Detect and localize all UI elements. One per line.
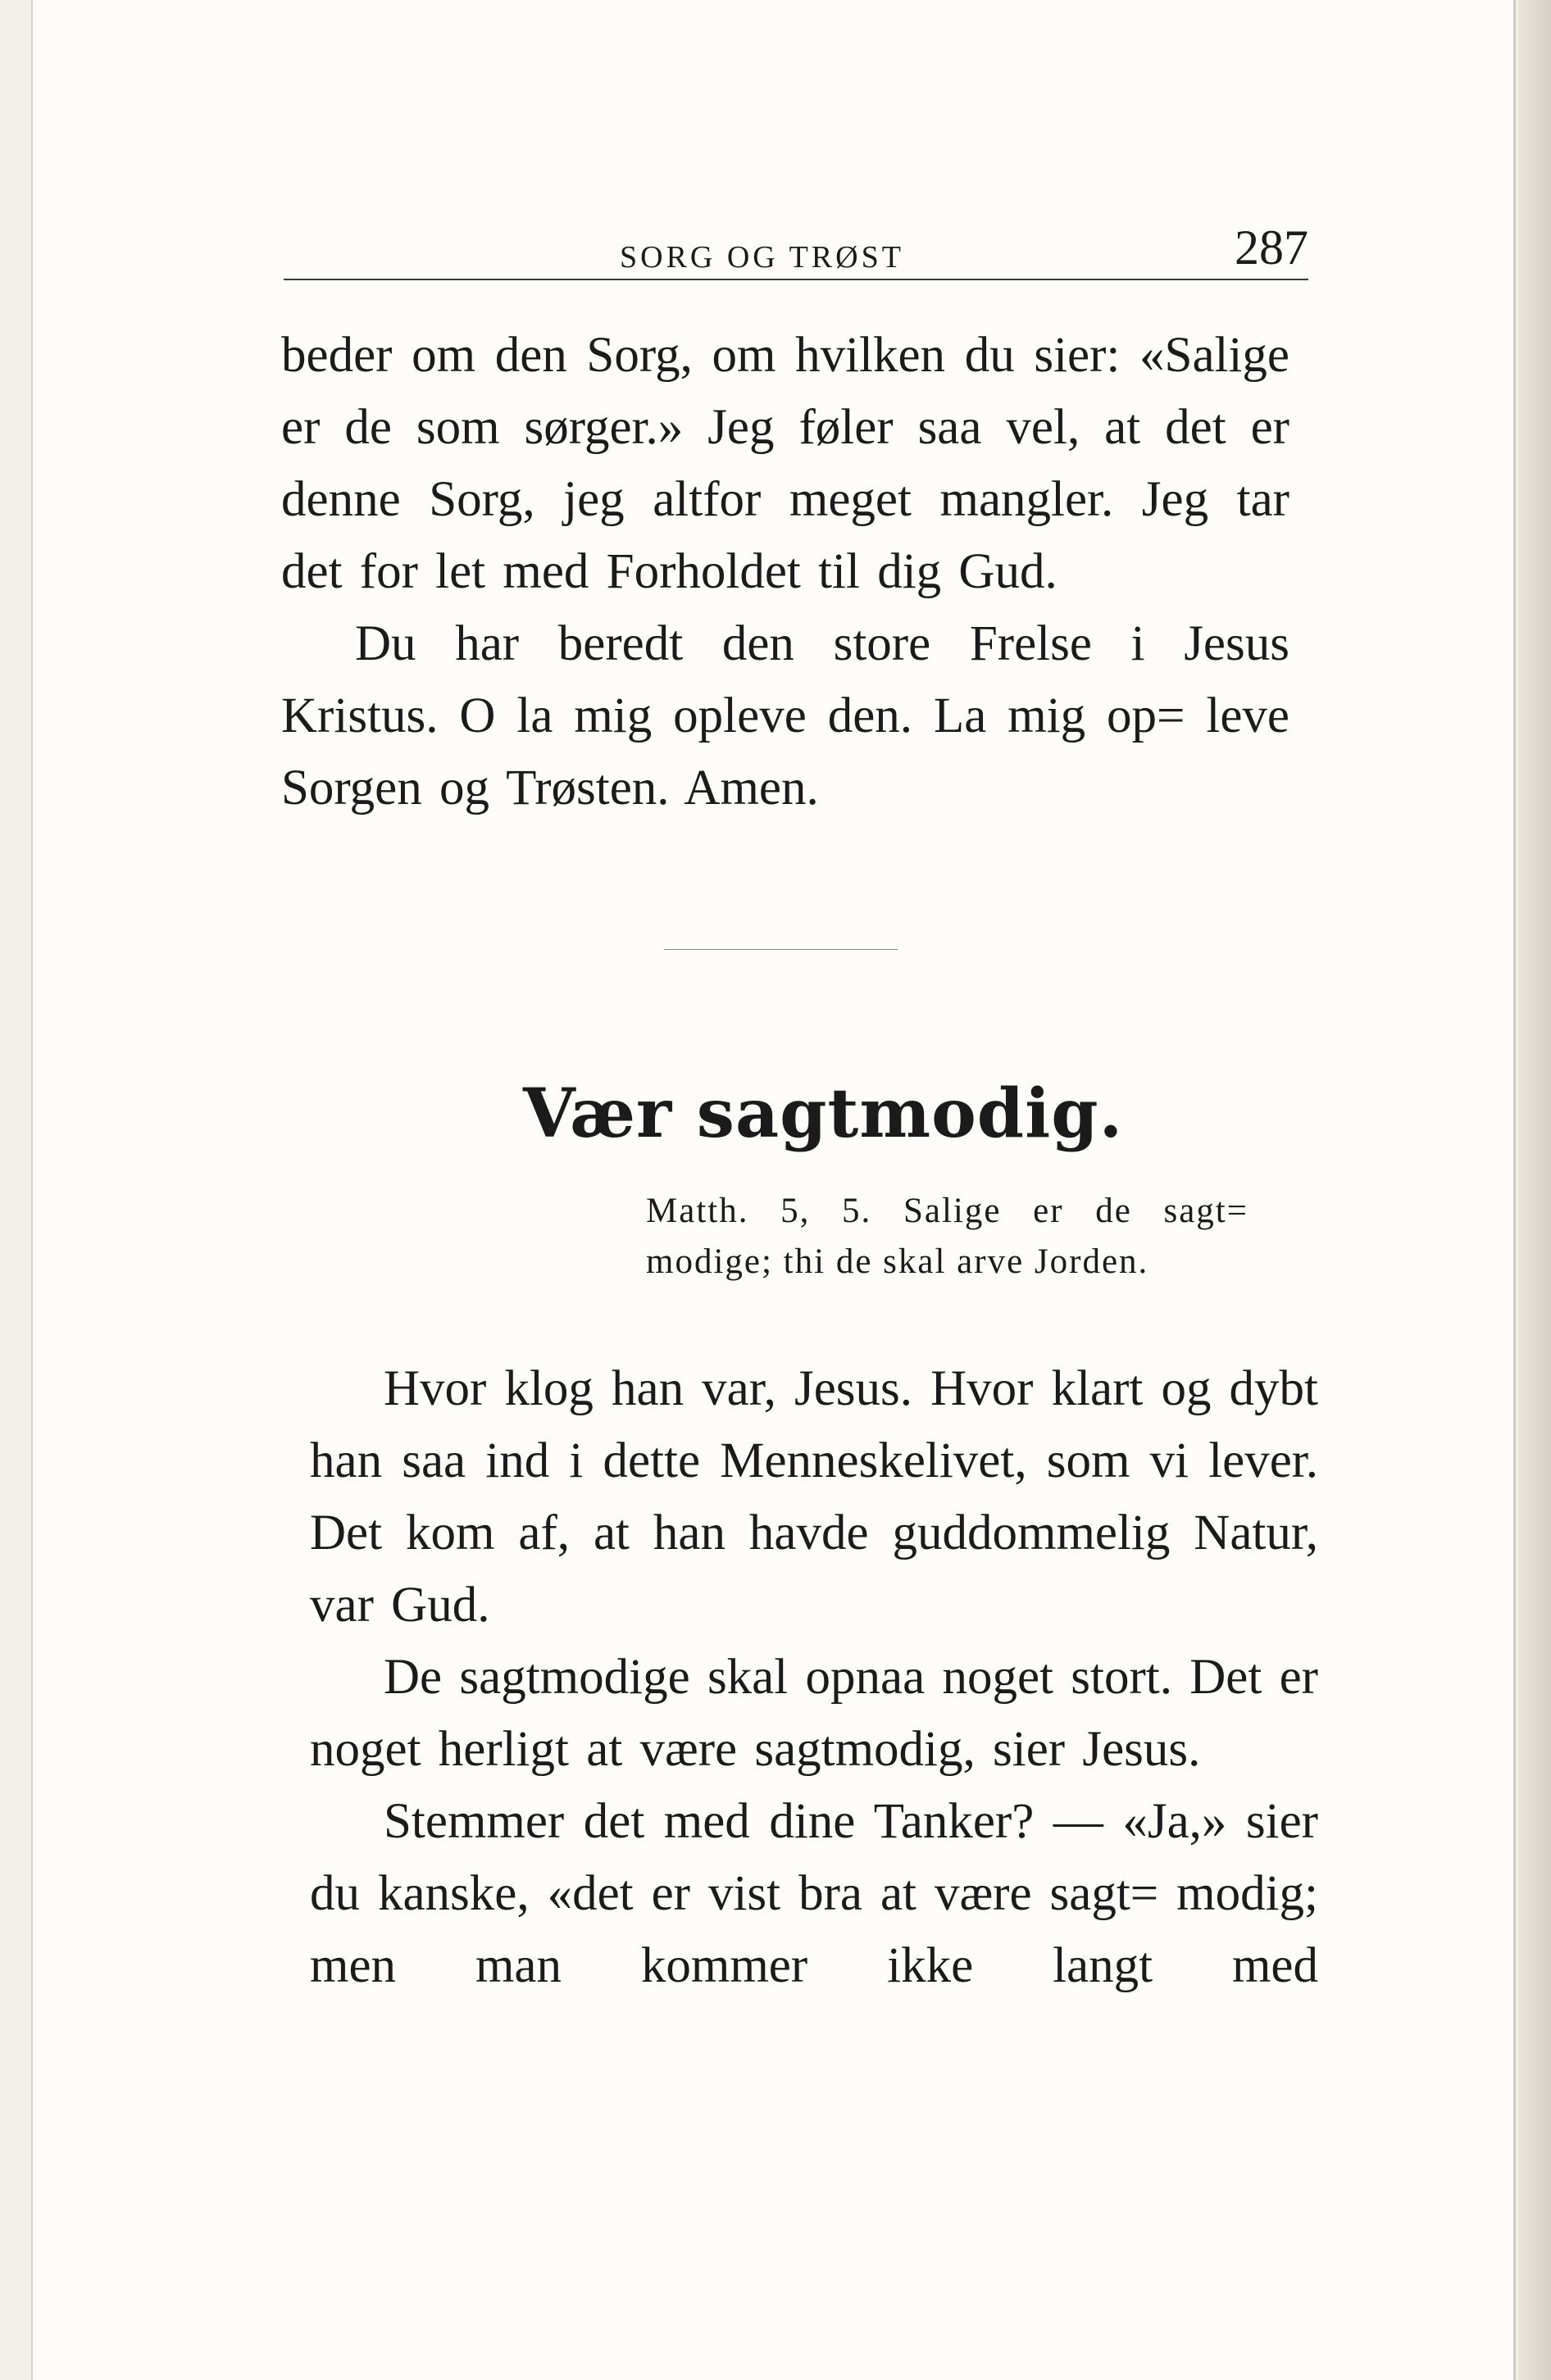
- scripture-epigraph-line-2: modige; thi de skal arve Jorden.: [646, 1242, 1149, 1281]
- book-page: [31, 0, 1516, 2380]
- prayer-paragraph-2: Du har beredt den store Frelse i Jesus Kristus. O la mig opleve den. La mig op= leve Sorgen og Trøsten. Amen.: [281, 616, 1289, 815]
- section-divider: [664, 949, 898, 950]
- section-title: Vær sagtmodig.: [523, 1074, 1124, 1153]
- body-paragraph-1: Hvor klog han var, Jesus. Hvor klart og dybt han saa ind i dette Menneskelivet, som vi lever. Det kom af, at han havde guddommelig Natur, var Gud.: [310, 1361, 1318, 1633]
- running-header: [284, 213, 1308, 280]
- prayer-paragraph-1: beder om den Sorg, om hvilken du sier: «Salige er de som sørger.» Jeg føler saa vel, at det er denne Sorg, jeg altfor meget mangler. Jeg tar det for let med Forholdet til dig Gud.: [281, 328, 1289, 599]
- page-content: [244, 213, 1318, 2002]
- scripture-epigraph-line-1: Matth. 5, 5. Salige er de sagt=: [646, 1192, 1249, 1230]
- body-paragraph-2: De sagtmodige skal opnaa noget stort. Det er noget herligt at være sagtmodig, sier Jesus.: [310, 1650, 1318, 1777]
- page-number: 287: [1235, 220, 1308, 275]
- body-paragraph-3: Stemmer det med dine Tanker? — «Ja,» sier du kanske, «det er vist bra at være sagt= modig; men man kommer ikke langt med: [310, 1794, 1318, 1993]
- page-edge-shadow: [1518, 0, 1551, 2380]
- running-title: SORG OG TRØST: [620, 240, 904, 275]
